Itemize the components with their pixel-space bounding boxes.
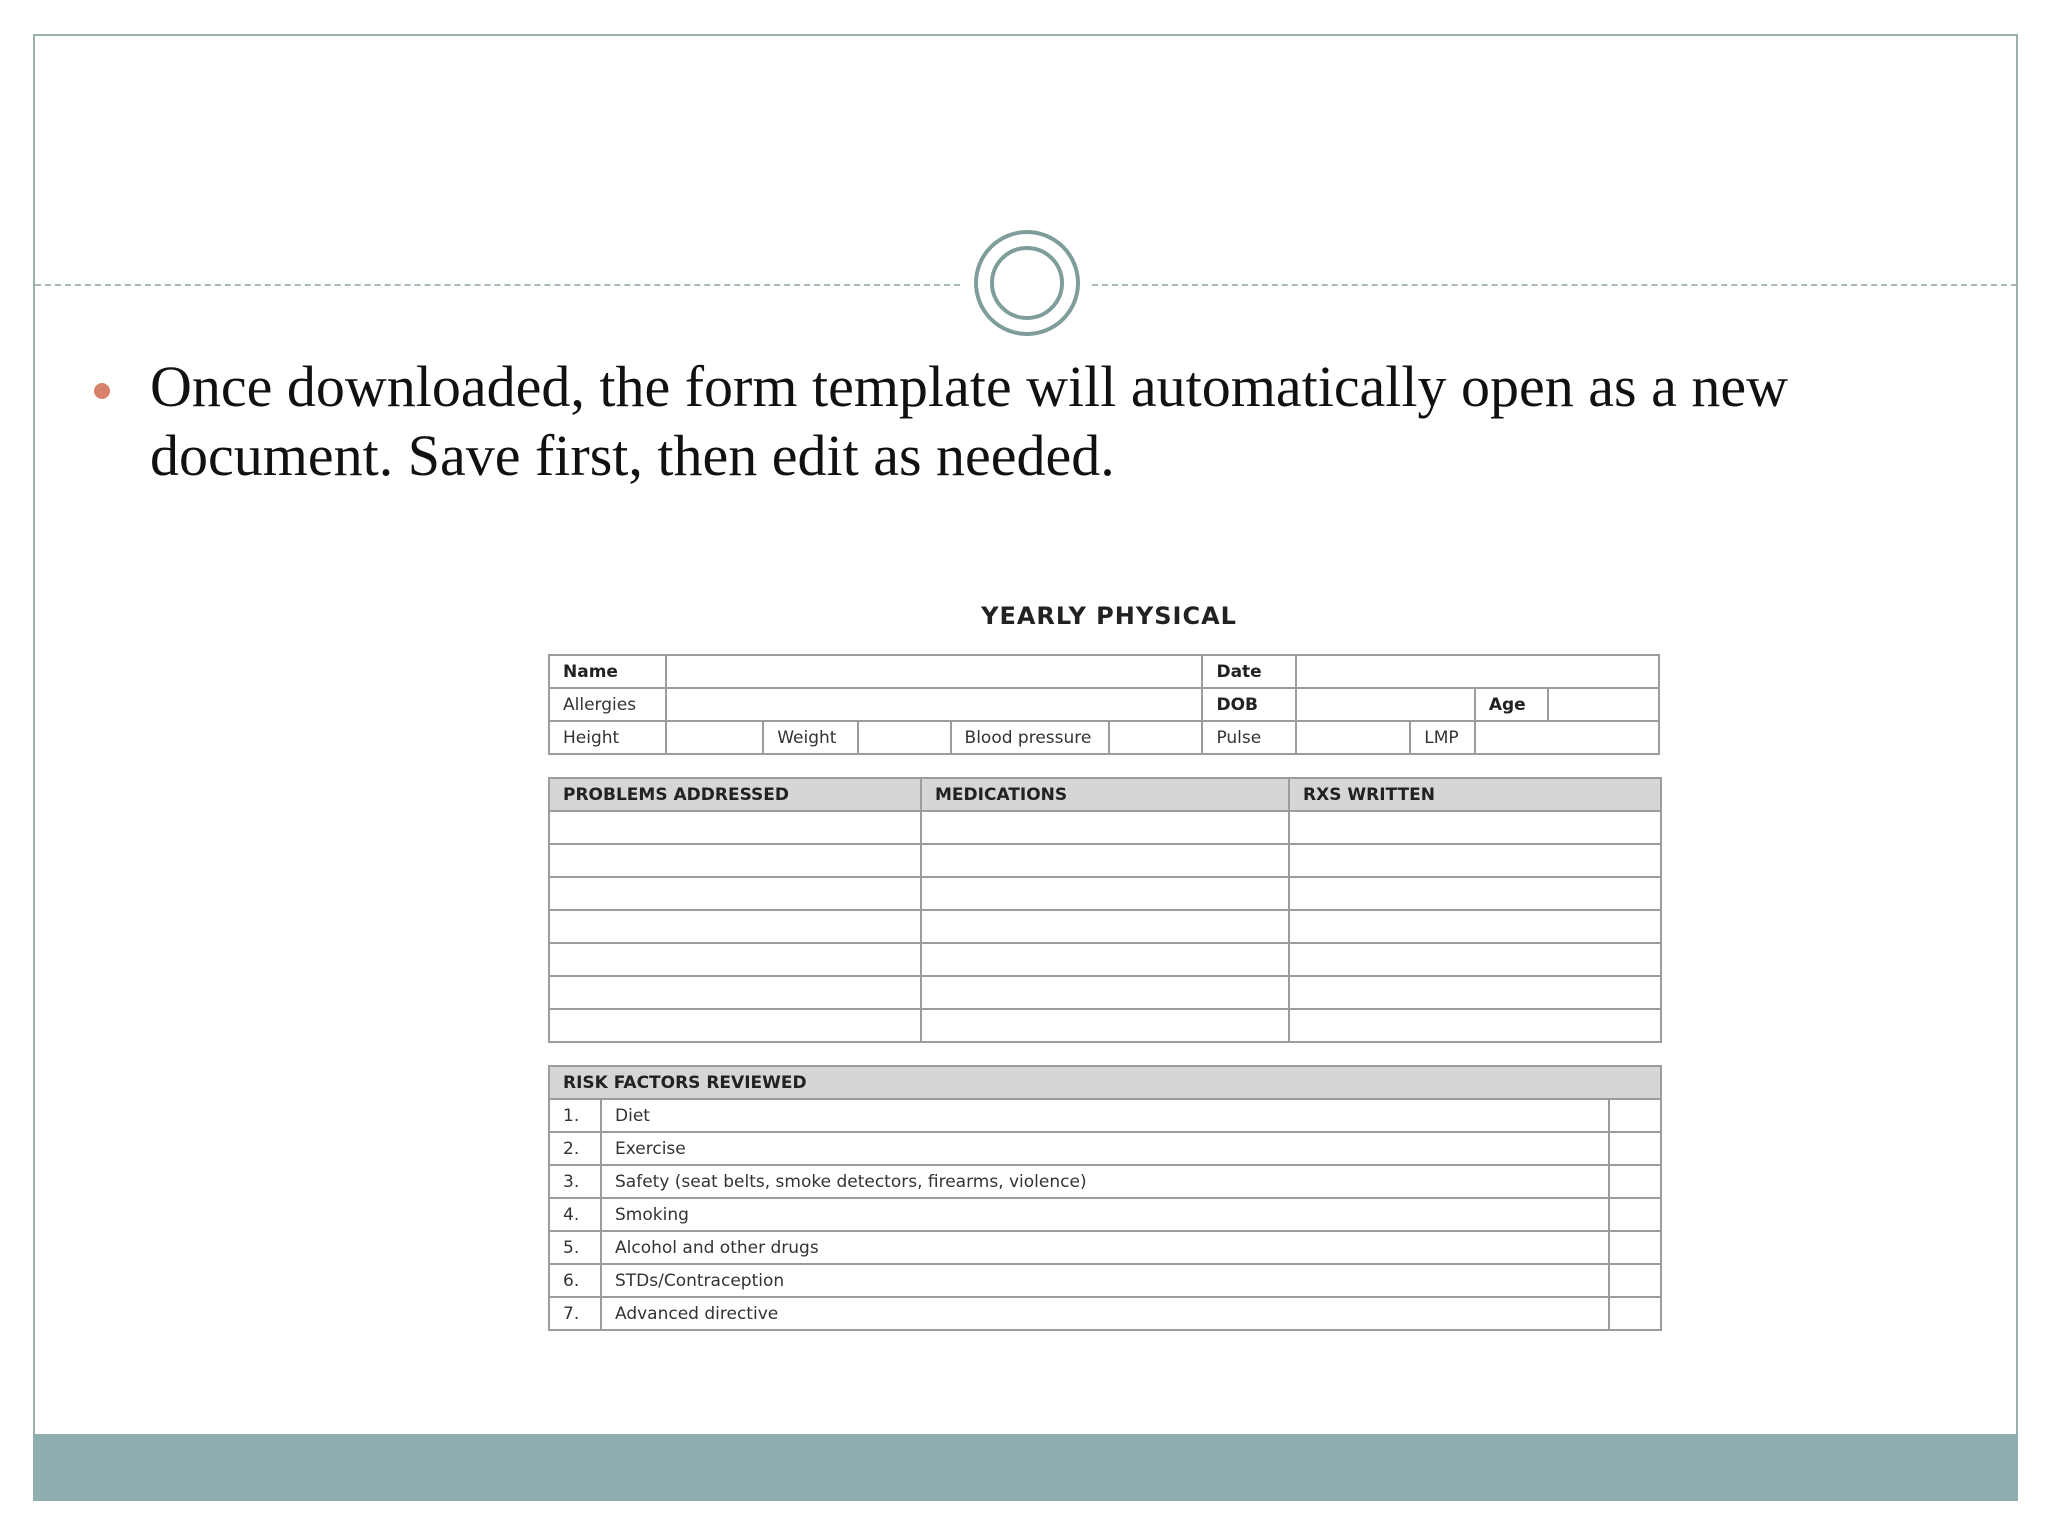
info-row-allergies [549,688,1659,721]
risk-label: Diet [601,1099,1609,1132]
field-weight[interactable] [858,721,951,754]
footer-band [33,1434,2018,1501]
cell[interactable] [921,877,1289,910]
label-date: Date [1202,655,1296,688]
risk-check-cell[interactable] [1609,1264,1661,1297]
problems-row [549,844,1661,877]
cell[interactable] [549,844,921,877]
form-image [548,590,1660,1331]
cell[interactable] [549,943,921,976]
problems-row [549,877,1661,910]
problems-row [549,943,1661,976]
risk-factors-table [548,1065,1662,1331]
field-date[interactable] [1296,655,1659,688]
form-title: YEARLY PHYSICAL [981,602,1237,630]
divider-left [35,284,960,286]
field-allergies[interactable] [666,688,1202,721]
header-problems-addressed: PROBLEMS ADDRESSED [549,778,921,811]
field-height[interactable] [666,721,763,754]
risk-row [549,1132,1661,1165]
risk-check-cell[interactable] [1609,1231,1661,1264]
bullet-dot-icon [94,383,110,399]
cell[interactable] [549,1009,921,1042]
risk-num: 6. [549,1264,601,1297]
risk-label: Exercise [601,1132,1609,1165]
info-row-name [549,655,1659,688]
cell[interactable] [921,1009,1289,1042]
risk-num: 1. [549,1099,601,1132]
cell[interactable] [1289,811,1661,844]
risk-label: Alcohol and other drugs [601,1231,1609,1264]
problems-row [549,910,1661,943]
risk-check-cell[interactable] [1609,1297,1661,1330]
divider-right [1092,284,2017,286]
problems-table [548,777,1662,1043]
label-height: Height [549,721,666,754]
cell[interactable] [1289,976,1661,1009]
risk-row [549,1198,1661,1231]
label-blood-pressure: Blood pressure [951,721,1109,754]
risk-label: STDs/Contraception [601,1264,1609,1297]
risk-row [549,1297,1661,1330]
cell[interactable] [921,844,1289,877]
problems-row [549,1009,1661,1042]
risk-label: Advanced directive [601,1297,1609,1330]
label-age: Age [1475,688,1548,721]
field-dob[interactable] [1296,688,1475,721]
risk-row [549,1231,1661,1264]
cell[interactable] [1289,877,1661,910]
risk-num: 5. [549,1231,601,1264]
cell[interactable] [921,811,1289,844]
risk-num: 2. [549,1132,601,1165]
cell[interactable] [549,976,921,1009]
cell[interactable] [1289,1009,1661,1042]
label-dob: DOB [1202,688,1296,721]
label-pulse: Pulse [1202,721,1296,754]
cell[interactable] [549,811,921,844]
risk-row [549,1099,1661,1132]
risk-num: 3. [549,1165,601,1198]
circle-ornament [974,230,1080,336]
info-row-vitals [549,721,1659,754]
risk-row [549,1165,1661,1198]
label-lmp: LMP [1410,721,1475,754]
cell[interactable] [549,910,921,943]
field-name[interactable] [666,655,1202,688]
risk-check-cell[interactable] [1609,1132,1661,1165]
bullet-text: Once downloaded, the form template will automatically open as a new document. Save first, then edit as needed. [150,354,1788,488]
problems-header-row [549,778,1661,811]
risk-num: 4. [549,1198,601,1231]
circle-ornament-inner [990,246,1064,320]
cell[interactable] [1289,943,1661,976]
problems-row [549,976,1661,1009]
cell[interactable] [921,976,1289,1009]
risk-check-cell[interactable] [1609,1198,1661,1231]
risk-label: Smoking [601,1198,1609,1231]
cell[interactable] [1289,844,1661,877]
risk-header-row [549,1066,1661,1099]
cell[interactable] [921,910,1289,943]
label-allergies: Allergies [549,688,666,721]
header-medications: MEDICATIONS [921,778,1289,811]
field-pulse[interactable] [1296,721,1410,754]
cell[interactable] [1289,910,1661,943]
cell[interactable] [921,943,1289,976]
risk-check-cell[interactable] [1609,1165,1661,1198]
field-age[interactable] [1548,688,1659,721]
risk-check-cell[interactable] [1609,1099,1661,1132]
header-rxs-written: RXS WRITTEN [1289,778,1661,811]
label-weight: Weight [763,721,858,754]
risk-label: Safety (seat belts, smoke detectors, firearms, violence) [601,1165,1609,1198]
field-lmp[interactable] [1475,721,1659,754]
patient-info-table [548,654,1660,755]
problems-row [549,811,1661,844]
risk-num: 7. [549,1297,601,1330]
field-blood-pressure[interactable] [1109,721,1203,754]
cell[interactable] [549,877,921,910]
header-risk-factors: RISK FACTORS REVIEWED [549,1066,1661,1099]
label-name: Name [549,655,666,688]
risk-row [549,1264,1661,1297]
